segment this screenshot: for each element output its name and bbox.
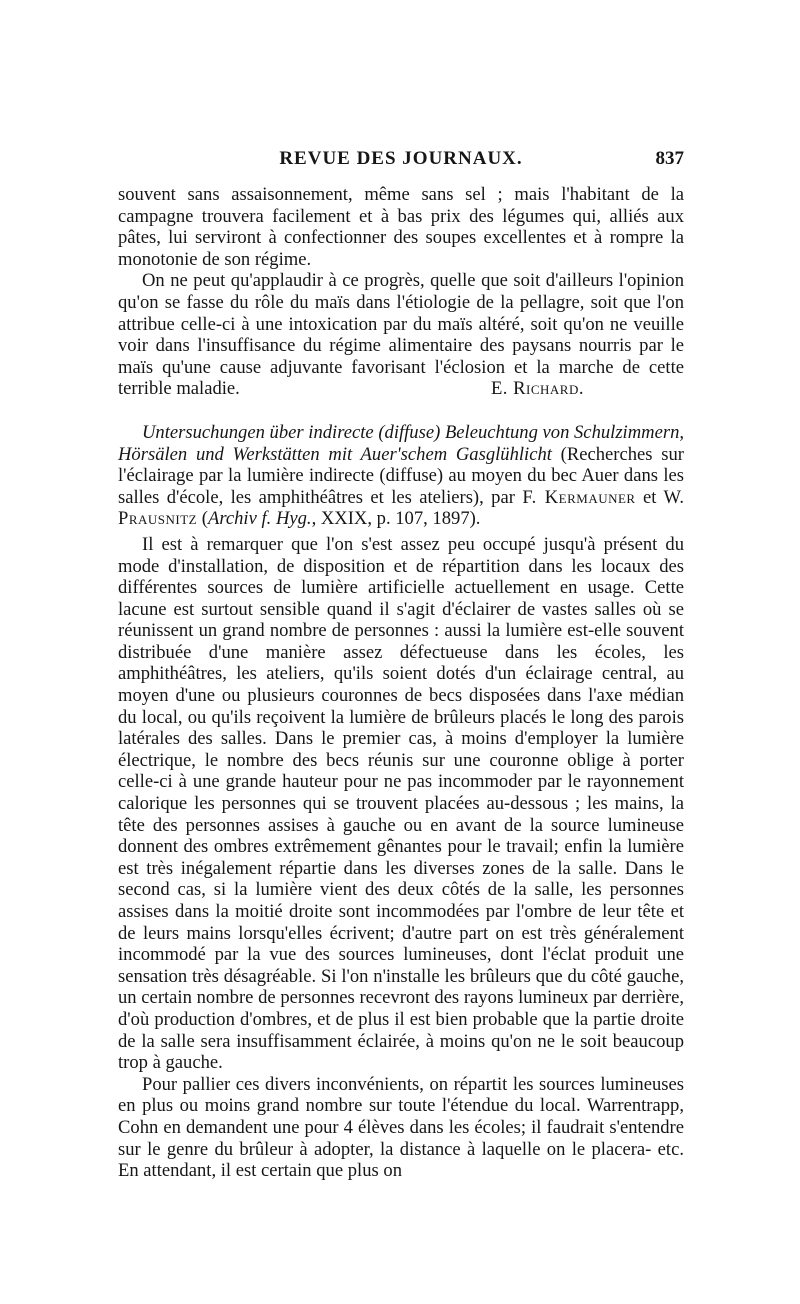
author-name-2: Prausnitz	[118, 508, 198, 530]
author-connector: et W.	[635, 486, 684, 508]
citation-details: , XXIX, p. 107, 1897).	[311, 508, 481, 530]
page-number: 837	[655, 148, 684, 169]
paragraph-conclusion-text: On ne peut qu'applaudir à ce progrès, quelle que soit d'ailleurs l'opinion qu'on se fasse du rôle du maïs dans l'étiologie de la pellagre, soit que l'on attribue celle-ci à une intoxication par du maïs altéré, soit qu'on ne veuille voir dans l'insuffisance du régime alimentaire des paysans nourris par le maïs qu'une cause adjuvante favorisant l'éclosion et la marche de cette terrible maladie.	[118, 270, 684, 400]
section-gap	[118, 400, 684, 422]
reviewed-work-title: Untersuchungen über indirecte (diffuse) Beleuchtung von Schulzimmern, Hörsälen und Werkstätten mit Auer'schem Gasglühlicht	[118, 421, 685, 465]
journal-section-title: REVUE DES JOURNAUX.	[279, 148, 523, 169]
page-body	[118, 184, 684, 1182]
author-name-1: F. Kermauner	[522, 486, 636, 508]
paragraph-continued: souvent sans assaisonnement, même sans sel ; mais l'habitant de la campagne trouvera facilement et à bas prix des légumes qui, alliés aux pâtes, lui serviront à confectionner des soupes excellentes et à rompre la monotonie de son régime.	[118, 184, 684, 270]
paragraph-review-1: Il est à remarquer que l'on s'est assez peu occupé jusqu'à présent du mode d'installation, de disposition et de répartition dans les locaux des différentes sources de lumière artificielle actuellement en usage. Cette lacune est surtout sensible quand il s'agit d'éclairer de vastes salles où se réunissent un grand nombre de personnes : aussi la lumière est-elle souvent distribuée d'une manière assez défectueuse dans les écoles, les amphithéâtres, les ateliers, qu'ils soient dotés d'un éclairage central, au moyen d'une ou plusieurs couronnes de becs disposées dans l'axe médian du local, ou qu'ils reçoivent la lumière de brûleurs placés le long des parois latérales des salles. Dans le premier cas, à moins d'employer la lumière électrique, le nombre des becs réunis sur une couronne oblige à porter celle-ci à une grande hauteur pour ne pas incommoder par le rayonnement calorique les personnes qui se trouvent placées au-dessous ; les mains, la tête des personnes assises à gauche ou en avant de la source lumineuse donnent des ombres extrêmement gênantes pour le travail; enfin la lumière est très inégalement répartie dans les diverses zones de la salle. Dans le second cas, si la lumière vient des deux côtés de la salle, les personnes assises dans la moitié droite sont incommodées par l'ombre de leur tête et de leurs mains lorsqu'elles écrivent; d'autre part on est très généralement incommodé par la vue des sources lumineuses, dont l'éclat produit une sensation très désagréable. Si l'on n'installe les brûleurs que du côté gauche, un certain nombre de personnes recevront des rayons lumineux par derrière, d'où production d'ombres, et de plus il est bien probable que la partie droite de la salle sera insuffisamment éclairée, à moins qu'on ne le soit beaucoup trop à gauche.	[118, 533, 684, 1074]
reviewed-work-translation: (Recherches sur l'éclairage par la lumière indirecte (diffuse) au moyen du bec Auer dans les salles d'école, les amphithéâtres et les ateliers), par	[118, 443, 684, 508]
journal-name: Archiv f. Hyg.	[207, 508, 312, 530]
paragraph-conclusion	[118, 270, 684, 400]
review-reference	[118, 422, 684, 530]
paren-open: (	[197, 508, 208, 530]
author-signature: E. Richard.	[490, 378, 584, 400]
running-head	[118, 148, 684, 176]
paragraph-review-2: Pour pallier ces divers inconvénients, on répartit les sources lumineuses en plus ou moins grand nombre sur toute l'étendue du local. Warrentrapp, Cohn en demandent une pour 4 élèves dans les écoles; il faudrait s'entendre sur le genre du brûleur à adopter, la distance à laquelle on le placera- etc. En attendant, il est certain que plus on	[118, 1073, 684, 1182]
